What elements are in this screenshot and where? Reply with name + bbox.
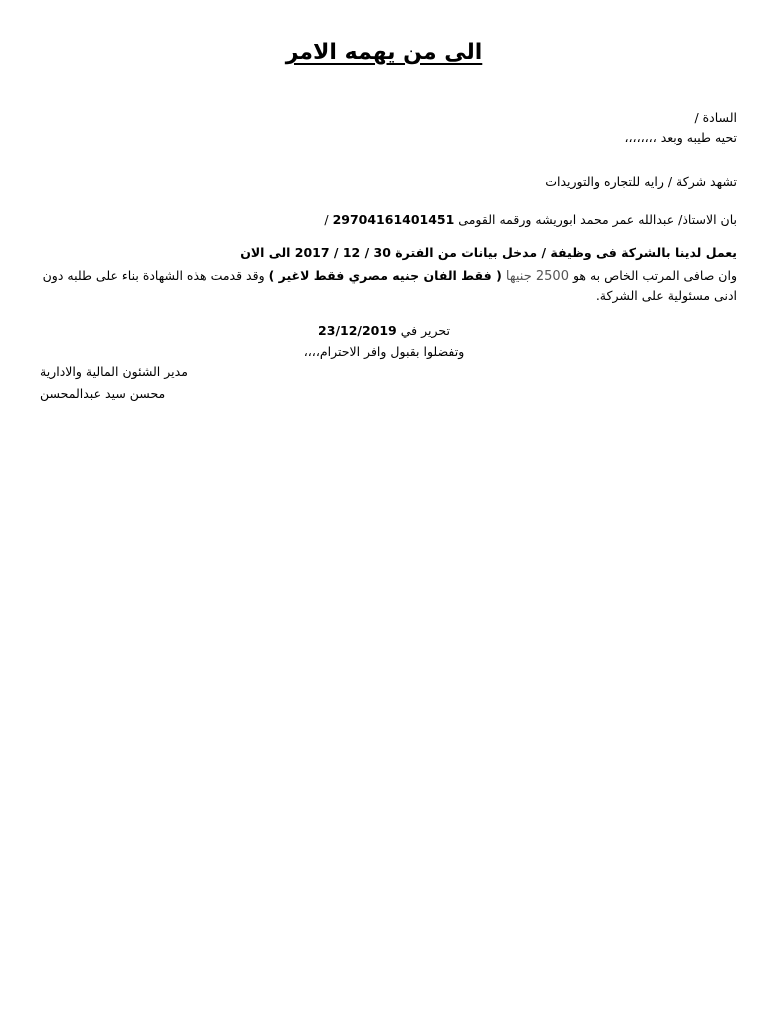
salary-currency: جنيها	[501, 269, 536, 284]
employee-line-suffix: /	[324, 212, 333, 227]
issue-date-line	[0, 323, 768, 339]
issue-date-label: تحرير في	[396, 323, 450, 338]
greeting-line: تحيه طيبه وبعد ،،،،،،،،	[624, 130, 737, 145]
employee-line-prefix: بان الاستاذ/ عبدالله عمر محمد ابوريشه ورقمه القومى	[454, 212, 737, 227]
employment-line: يعمل لدينا بالشركة فى وظيفة / مدخل بيانات من الفترة 30 / 12 / 2017 الى الان	[240, 245, 737, 260]
responsibility-line: ادنى مسئولية على الشركة.	[595, 288, 737, 303]
salary-words: ( فقط الفان جنيه مصري فقط لاغير )	[268, 268, 502, 283]
salutation-line: السادة /	[694, 110, 737, 125]
company-statement: تشهد شركة / رايه للتجاره والتوريدات	[545, 174, 737, 189]
signatory-title: مدير الشئون المالية والادارية	[40, 364, 188, 379]
document-title: الى من يهمه الامر	[285, 40, 483, 65]
issue-date-value: 23/12/2019	[318, 323, 397, 338]
salary-suffix: وقد قدمت هذه الشهادة بناء على طلبه دون	[42, 268, 269, 283]
salary-prefix: وان صافى المرتب الخاص به هو	[568, 268, 737, 283]
closing-line: وتفضلوا بقبول وافر الاحترام،،،،	[303, 344, 465, 359]
national-id: 29704161401451	[332, 212, 455, 227]
salary-line	[43, 268, 737, 285]
salary-amount: 2500	[535, 269, 569, 284]
employee-line	[324, 212, 737, 228]
signatory-name: محسن سيد عبدالمحسن	[40, 386, 166, 401]
